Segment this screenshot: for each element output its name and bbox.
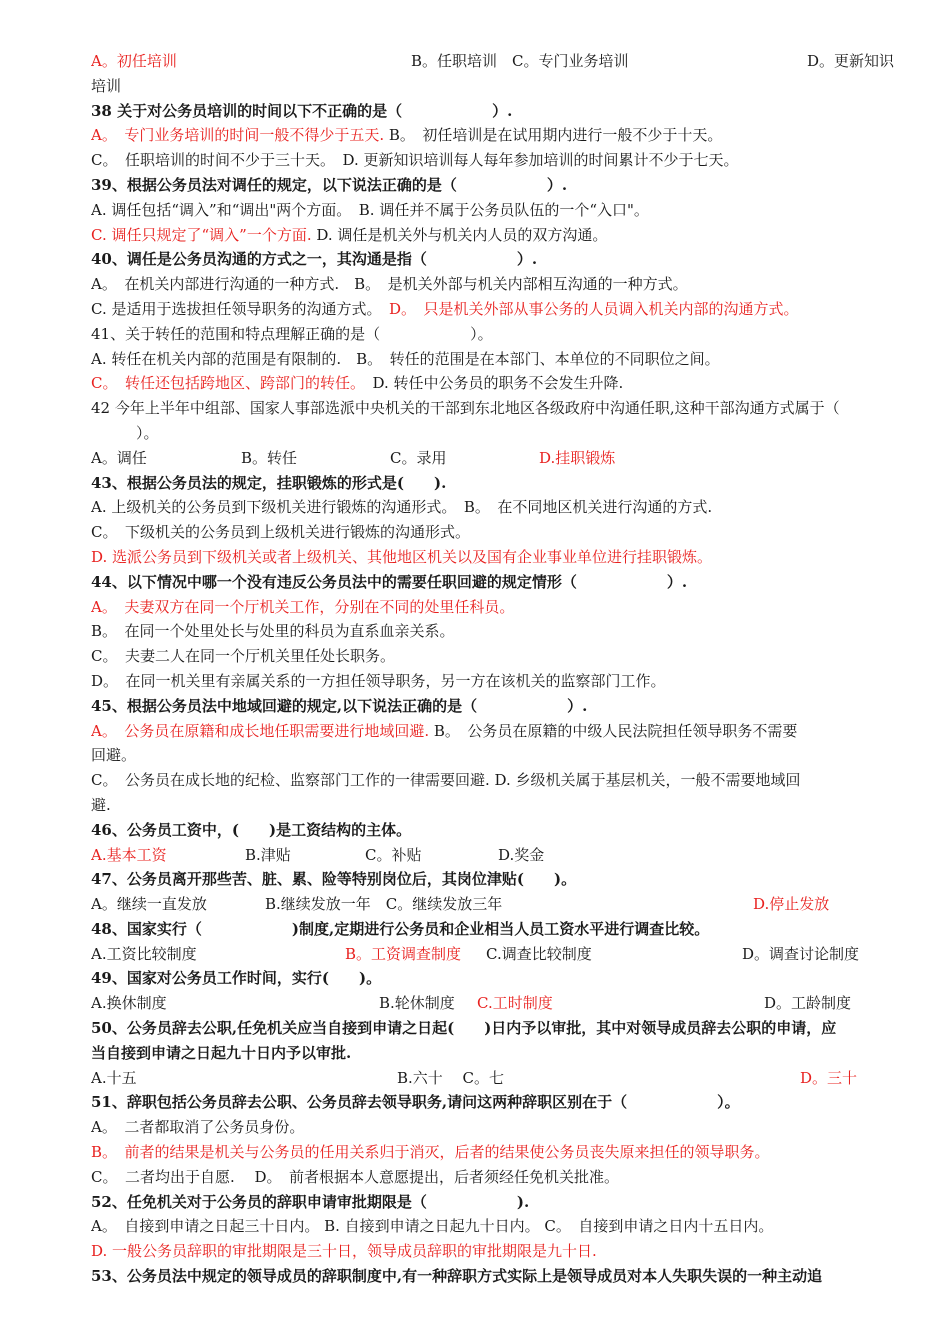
question-51: 51、辞职包括公务员辞去公职、公务员辞去领导职务,请问这两种辞职区别在于（ ）。	[91, 1093, 740, 1112]
option-c: C.工时制度	[477, 994, 553, 1013]
option-text: B。 公务员在原籍的中级人民法院担任领导职务不需要	[429, 721, 798, 740]
option-line-cont: 避.	[91, 795, 111, 814]
option-d: D。调查讨论制度	[742, 944, 860, 963]
option-line: C。 二者均出于自愿. D。 前者根据本人意愿提出，后者须经任免机关批准。	[91, 1167, 620, 1186]
option-text: C. 是适用于选拔担任领导职务的沟通方式。	[91, 299, 389, 318]
question-44: 44、以下情况中哪一个没有违反公务员法中的需要任职回避的规定情形（ ）.	[91, 572, 688, 591]
question-43: 43、根据公务员法的规定，挂职锻炼的形式是( ).	[91, 473, 447, 492]
option-line: C。 下级机关的公务员到上级机关进行锻炼的沟通形式。	[91, 523, 470, 542]
option-line	[91, 892, 906, 917]
option-a: A。继续一直发放	[91, 895, 207, 914]
option-d: D。更新知识	[807, 52, 895, 70]
option-line: C。 任职培训的时间不少于三十天。 D. 更新知识培训每人每年参加培训的时间累计不少于七天。	[91, 151, 739, 170]
question-41: 41、关于转任的范围和特点理解正确的是（ ）。	[91, 324, 493, 343]
option-line: D。 在同一机关里有亲属关系的一方担任领导职务，另一方在该机关的监察部门工作。	[91, 671, 666, 690]
option-b: B.津贴	[245, 845, 291, 864]
answer-text: A。 专门业务培训的时间一般不得少于五天.	[91, 126, 385, 145]
option-line	[91, 223, 906, 248]
question-45: 45、根据公务员法中地域回避的规定,以下说法正确的是（ ）.	[91, 696, 588, 715]
question-48: 48、国家实行（ )制度,定期进行公务员和企业相当人员工资水平进行调查比较。	[91, 919, 710, 938]
answer-text: C。 转任还包括跨地区、跨部门的转任。	[91, 374, 358, 393]
option-c: C.调查比较制度	[486, 944, 592, 963]
option-d: D。三十	[800, 1068, 858, 1087]
option-d: D。工龄制度	[764, 994, 852, 1013]
answer-line: D. 一般公务员辞职的审批期限是三十日，领导成员辞职的审批期限是九十日.	[91, 1242, 597, 1261]
option-line: C。 夫妻二人在同一个厅机关里任处长职务。	[91, 647, 395, 666]
option-line: A。 自接到申请之日起三十日内。 B. 自接到申请之日起九十日内。 C。 自接到申请之日内十五日内。	[91, 1217, 774, 1236]
answer-line: A。 夫妻双方在同一个厅机关工作，分别在不同的处里任科员。	[91, 597, 515, 616]
option-bc: B.继续发放一年 C。继续发放三年	[265, 895, 503, 914]
option-line	[91, 49, 906, 74]
question-50: 50、公务员辞去公职,任免机关应当自接到申请之日起( )日内予以审批，其中对领导成员辞去公职的申请，应	[91, 1019, 837, 1038]
question-52: 52、任免机关对于公务员的辞职申请审批期限是（ ).	[91, 1192, 530, 1211]
option-c: C。补贴	[365, 845, 422, 864]
option-line	[91, 942, 906, 967]
question-39: 39、根据公务员法对调任的规定，以下说法正确的是（ ）.	[91, 175, 568, 194]
option-line: A。 在机关内部进行沟通的一种方式. B。 是机关外部与机关内部相互沟通的一种方式。	[91, 275, 688, 294]
option-a: A.工资比较制度	[91, 944, 197, 963]
question-47: 47、公务员离开那些苦、脏、累、险等特别岗位后，其岗位津贴( )。	[91, 870, 577, 889]
option-line-cont: 回避。	[91, 746, 137, 765]
option-line: A. 转任在机关内部的范围是有限制的. B。 转任的范围是在本部门、本单位的不同职位之间。	[91, 349, 720, 368]
option-b: B.轮休制度	[379, 994, 455, 1013]
option-line: A。 二者都取消了公务员身份。	[91, 1118, 305, 1137]
option-line	[91, 123, 906, 148]
option-line: A. 调任包括“调入”和“调出"两个方面。 B. 调任并不属于公务员队伍的一个“入口"。	[91, 200, 649, 219]
option-line	[91, 719, 906, 744]
option-d: D.停止发放	[753, 895, 830, 914]
option-bc: B。任职培训 C。专门业务培训	[411, 52, 629, 70]
question-46: 46、公务员工资中，( )是工资结构的主体。	[91, 820, 412, 839]
option-line	[91, 371, 906, 396]
answer-text: C. 调任只规定了“调入”一个方面.	[91, 225, 312, 244]
option-b: B。转任	[241, 448, 298, 467]
answer-text: A。 公务员在原籍和成长地任职需要进行地域回避.	[91, 721, 430, 740]
option-line: B。 在同一个处里处长与处里的科员为直系血亲关系。	[91, 622, 455, 641]
option-line: C。 公务员在成长地的纪检、监察部门工作的一律需要回避. D. 乡级机关属于基层机关，一般不需要地域回	[91, 771, 801, 790]
option-a: A.换休制度	[91, 994, 167, 1013]
option-a: A.基本工资	[91, 845, 167, 864]
option-a: A。调任	[91, 448, 147, 467]
option-line	[91, 297, 906, 322]
option-a: A.十五	[91, 1068, 137, 1087]
option-d: D.挂职锻炼	[539, 448, 616, 467]
question-50-cont: 当自接到申请之日起九十日内予以审批.	[91, 1043, 352, 1062]
question-40: 40、调任是公务员沟通的方式之一，其沟通是指（ ）.	[91, 250, 538, 269]
option-line: A. 上级机关的公务员到下级机关进行锻炼的沟通形式。 B。 在不同地区机关进行沟通的方式.	[91, 498, 713, 517]
option-d: D.奖金	[498, 845, 545, 864]
question-42-cont: ）。	[91, 423, 159, 442]
option-c: C。录用	[390, 448, 447, 467]
option-text: B。 初任培训是在试用期内进行一般不少于十天。	[384, 126, 723, 145]
option-a: A。初任培训	[91, 52, 177, 70]
option-bc: B.六十 C。七	[397, 1068, 505, 1087]
answer-text: D。 只是机关外部从事公务的人员调入机关内部的沟通方式。	[388, 299, 799, 318]
option-text: D. 调任是机关外与机关内人员的双方沟通。	[311, 225, 608, 244]
answer-line: B。 前者的结果是机关与公务员的任用关系归于消灭，后者的结果使公务员丧失原来担任的领导职务。	[91, 1143, 770, 1162]
option-line	[91, 1066, 906, 1091]
question-42: 42 今年上半年中组部、国家人事部选派中央机关的干部到东北地区各级政府中沟通任职,这种干部沟通方式属于（	[91, 399, 840, 418]
option-line	[91, 446, 906, 471]
question-38: 38 关于对公务员培训的时间以下不正确的是（ ）.	[91, 101, 513, 120]
question-49: 49、国家对公务员工作时间，实行( )。	[91, 969, 382, 988]
option-b: B。工资调查制度	[345, 944, 462, 963]
option-line	[91, 843, 906, 868]
question-53: 53、公务员法中规定的领导成员的辞职制度中,有一种辞职方式实际上是领导成员对本人失职失误的一种主动追	[91, 1267, 823, 1286]
text-line: 培训	[91, 76, 122, 95]
answer-line: D. 选派公务员到下级机关或者上级机关、其他地区机关以及国有企业事业单位进行挂职锻炼。	[91, 547, 713, 566]
option-line	[91, 991, 906, 1016]
option-text: D. 转任中公务员的职务不会发生升降.	[357, 374, 624, 393]
